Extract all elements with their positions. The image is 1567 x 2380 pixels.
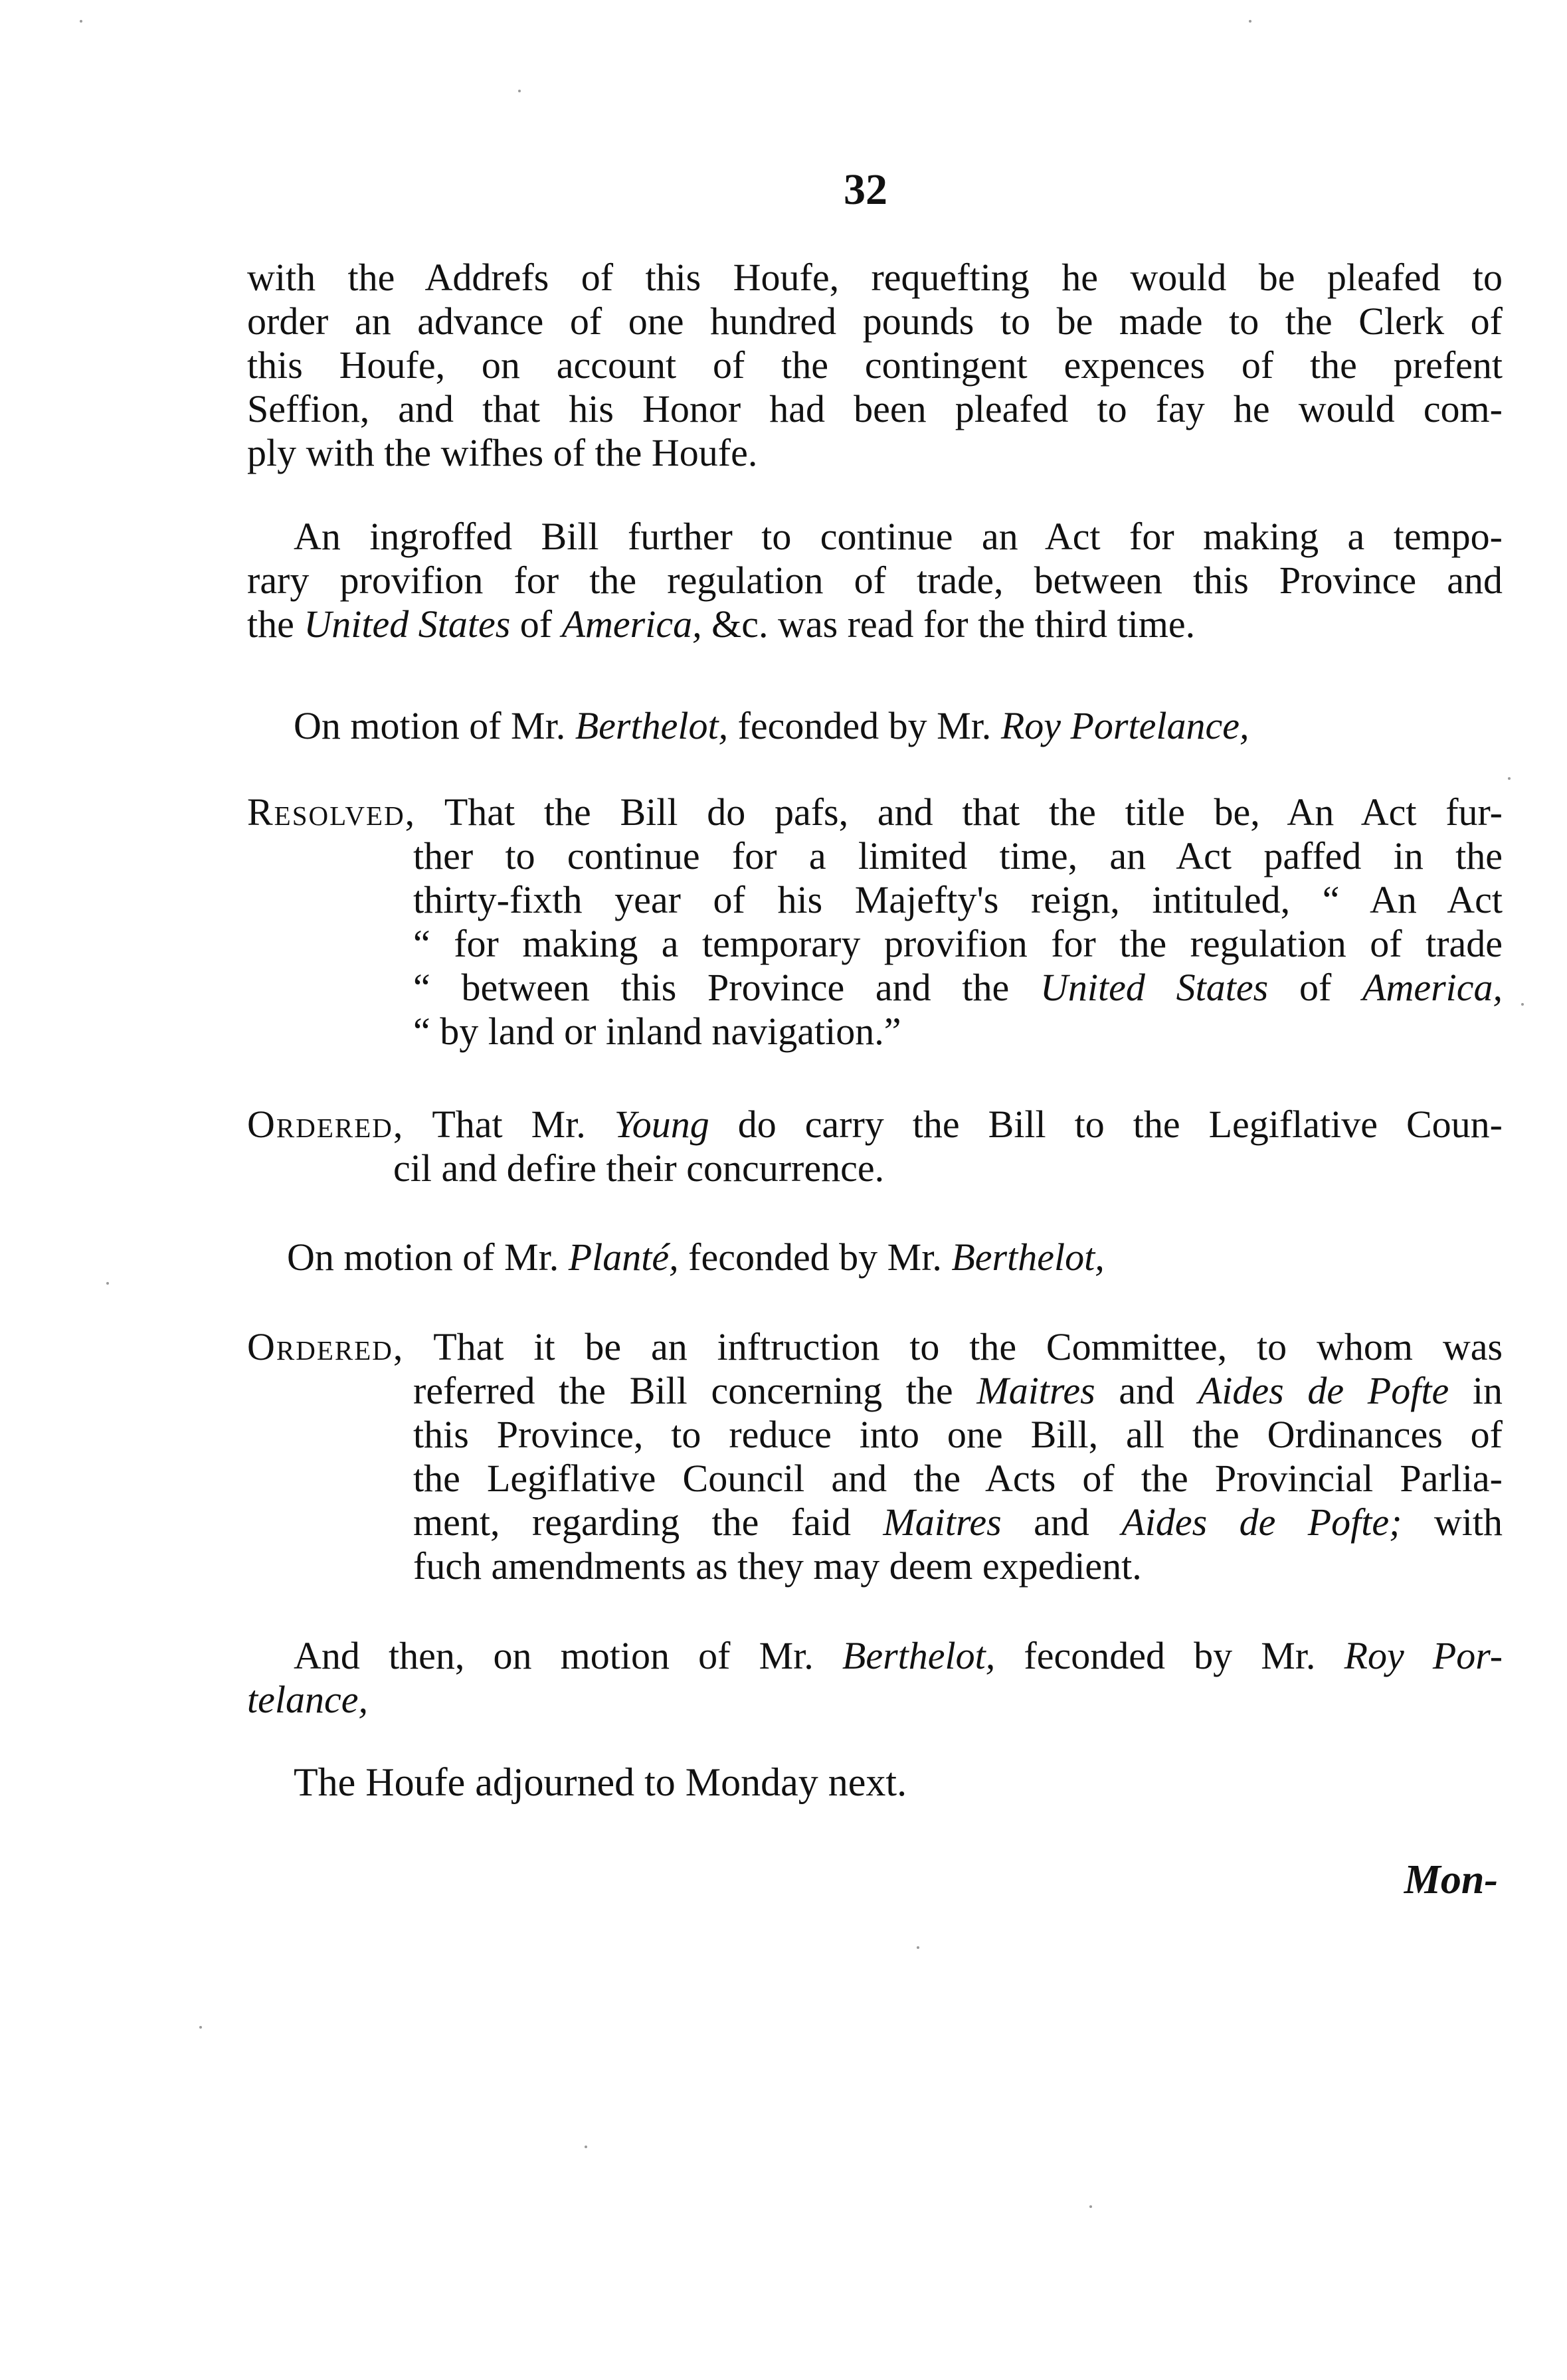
- text-run: That Mr.: [432, 1103, 586, 1146]
- text-run-italic: Planté,: [568, 1236, 679, 1279]
- text-run: ment, regarding the faid: [413, 1501, 851, 1544]
- text-run-italic: United States: [304, 602, 511, 646]
- text-line: [247, 790, 1503, 834]
- text-line: this Houfe, on account of the contingent expences of the prefent: [247, 343, 1503, 387]
- text-line: telance,: [247, 1678, 368, 1721]
- paper-speck: [1249, 20, 1251, 23]
- text-line: Seffion, and that his Honor had been pleafed to fay he would com-: [247, 387, 1503, 430]
- text-line: cil and defire their concurrence.: [393, 1146, 885, 1190]
- text-run-italic: Berthelot,: [575, 704, 729, 747]
- text-run-italic: Roy: [1000, 704, 1061, 747]
- text-run-italic: Roy Por-: [1344, 1634, 1503, 1677]
- text-line: “ by land or inland navigation.”: [413, 1010, 901, 1053]
- text-line: “ for making a temporary provifion for the regulation of trade: [413, 922, 1503, 965]
- motion-line: [294, 704, 1549, 748]
- paper-speck: [1508, 777, 1511, 780]
- text-run: On motion of Mr.: [287, 1236, 559, 1279]
- text-line: thirty-fixth year of his Majefty's reign, intituled, “ An Act: [413, 878, 1503, 921]
- text-line: this Province, to reduce into one Bill, all the Ordinances of: [413, 1413, 1503, 1456]
- paper-speck: [199, 2026, 202, 2029]
- text-run-italic: Maitres: [883, 1501, 1002, 1544]
- text-run: That it be an inftruction to the Committee, to whom was: [433, 1325, 1503, 1368]
- resolved-label: Resolved,: [247, 790, 416, 834]
- text-line: [247, 602, 1503, 646]
- text-line: [247, 966, 1503, 1010]
- resolved-paragraph: [247, 790, 1503, 1053]
- adjourn-motion-paragraph: [247, 1634, 1503, 1722]
- text-run: and: [1034, 1501, 1089, 1544]
- motion-line: [287, 1236, 1542, 1279]
- text-run: referred the Bill concerning the: [413, 1369, 953, 1412]
- text-run-italic: United States: [1040, 966, 1269, 1009]
- text-run: and: [1119, 1369, 1175, 1412]
- ordered-label: Ordered,: [247, 1325, 405, 1368]
- adjourned-line: The Houfe adjourned to Monday next.: [294, 1760, 907, 1804]
- text-line: ply with the wifhes of the Houfe.: [247, 431, 758, 474]
- text-run-italic: Maitres: [976, 1369, 1095, 1412]
- text-run: “ between this Province and the: [413, 966, 1010, 1009]
- text-run: the: [247, 602, 294, 646]
- text-run: do carry the Bill to the Legiflative Coun-: [737, 1103, 1503, 1146]
- paper-speck: [80, 20, 82, 23]
- paragraph-address: [247, 256, 1503, 475]
- text-run: On motion of Mr.: [294, 704, 566, 747]
- text-run-italic: Aides de Pofte;: [1121, 1501, 1402, 1544]
- text-line: ther to continue for a limited time, an Act paffed in the: [413, 834, 1503, 877]
- text-line: rary provifion for the regulation of trade, between this Province and: [247, 559, 1503, 602]
- text-run-italic: Aides de Pofte: [1198, 1369, 1449, 1412]
- paper-speck: [585, 2146, 587, 2148]
- text-line: An ingroffed Bill further to continue an Act for making a tempo-: [294, 515, 1503, 558]
- ordered-label: Ordered,: [247, 1103, 405, 1146]
- text-line: the Legiflative Council and the Acts of the Provincial Parlia-: [413, 1457, 1503, 1500]
- text-run: feconded by Mr.: [737, 704, 992, 747]
- paper-speck: [917, 1946, 919, 1949]
- text-run-italic: Berthelot,: [842, 1634, 996, 1677]
- page-number: 32: [844, 165, 887, 214]
- paper-speck: [1089, 2205, 1092, 2208]
- text-run-italic: Portelance,: [1070, 704, 1249, 747]
- text-run-italic: Young: [614, 1103, 709, 1146]
- text-run: of: [1299, 966, 1332, 1009]
- text-line: fuch amendments as they may deem expedient.: [413, 1544, 1142, 1588]
- text-run: feconded by Mr.: [688, 1236, 942, 1279]
- text-line: order an advance of one hundred pounds to be made to the Clerk of: [247, 300, 1503, 343]
- ordered-paragraph: [247, 1103, 1503, 1190]
- text-run: with: [1433, 1501, 1503, 1544]
- paper-speck: [518, 90, 521, 92]
- text-run: feconded by Mr.: [1024, 1634, 1316, 1677]
- paper-speck: [106, 1282, 109, 1285]
- text-line: with the Addrefs of this Houfe, requefting he would be pleafed to: [247, 256, 1503, 299]
- text-line: [247, 1325, 1503, 1369]
- paper-speck: [1521, 1003, 1524, 1006]
- text-run: in: [1472, 1369, 1503, 1412]
- text-run: That the Bill do pafs, and that the title be, An Act fur-: [444, 790, 1503, 834]
- text-run-italic: Berthelot,: [951, 1236, 1105, 1279]
- text-line: [247, 1369, 1503, 1413]
- ordered-paragraph: [247, 1325, 1503, 1588]
- catchword: Mon-: [1404, 1857, 1498, 1902]
- text-run-italic: America,: [561, 602, 702, 646]
- paragraph-ingrossed-bill: [247, 515, 1503, 646]
- text-run: And then, on motion of Mr.: [294, 1634, 814, 1677]
- text-run: &c. was read for the third time.: [711, 602, 1196, 646]
- text-line: [247, 1501, 1503, 1544]
- text-line: [247, 1634, 1503, 1678]
- text-run: of: [519, 602, 553, 646]
- text-run-italic: America,: [1362, 966, 1503, 1009]
- text-line: [247, 1103, 1503, 1146]
